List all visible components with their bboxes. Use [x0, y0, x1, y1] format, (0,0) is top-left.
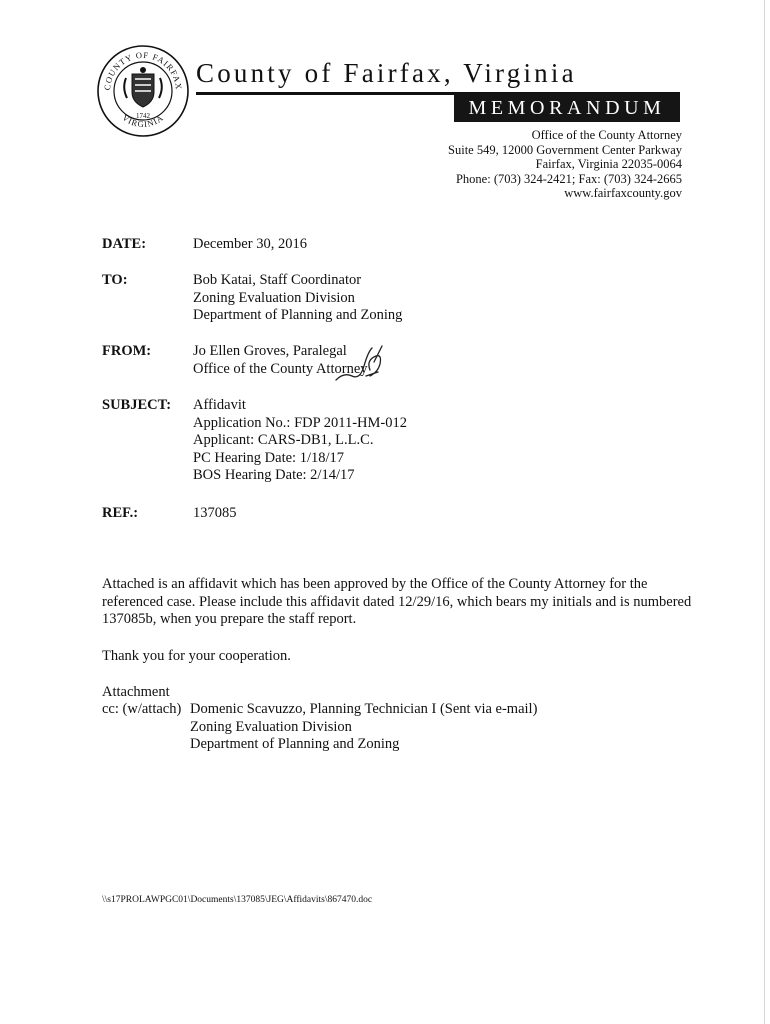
cc-line: Zoning Evaluation Division — [190, 718, 352, 735]
from-line: Jo Ellen Groves, Paralegal — [193, 343, 347, 359]
office-address-block — [380, 128, 682, 201]
subject-label: SUBJECT: — [102, 397, 172, 413]
date-value — [193, 236, 307, 254]
attachment-label: Attachment — [102, 684, 170, 700]
to-value — [193, 272, 402, 325]
seal-year: 1742 — [136, 112, 150, 120]
subject-line: PC Hearing Date: 1/18/17 — [193, 449, 345, 466]
subject-value — [193, 397, 407, 485]
initials-signature-icon — [330, 342, 386, 386]
ref-line: 137085 — [193, 505, 237, 521]
memorandum-banner: MEMORANDUM — [454, 94, 680, 122]
to-line: Bob Katai, Staff Coordinator — [193, 272, 362, 288]
to-line: Zoning Evaluation Division — [193, 289, 355, 306]
document-file-path: \\s17PROLAWPGC01\Documents\137085\JEG\Affidavits\867470.doc — [102, 895, 373, 905]
subject-line: Affidavit — [193, 397, 246, 413]
thank-you-paragraph: Thank you for your cooperation. — [102, 648, 291, 664]
to-line: Department of Planning and Zoning — [193, 307, 403, 323]
cc-line: Department of Planning and Zoning — [190, 736, 400, 752]
office-line: Fairfax, Virginia 22035-0064 — [535, 157, 682, 171]
cc-line: Domenic Scavuzzo, Planning Technician I (Sent via e-mail) — [190, 701, 538, 717]
cc-label: cc: (w/attach) — [102, 701, 182, 717]
to-label: TO: — [102, 272, 128, 288]
office-line: Phone: (703) 324-2421; Fax: (703) 324-2665 — [455, 171, 682, 186]
seal-bottom-text: VIRGINIA — [120, 112, 166, 130]
seal-top-text: COUNTY OF FAIRFAX — [101, 49, 185, 91]
county-title: County of Fairfax, Virginia — [196, 58, 577, 88]
body-paragraph: Attached is an affidavit which has been approved by the Office of the County Attorney for the referenced case. Please include this affidavit dated 12/29/16, which bears my initials and is numbered 137085b, when you prepare the staff report. — [102, 576, 692, 627]
ref-value — [193, 505, 237, 523]
date-line: December 30, 2016 — [193, 236, 307, 252]
scan-edge-line — [764, 0, 765, 1024]
from-line: Office of the County Attorney — [193, 360, 368, 377]
subject-line: Application No.: FDP 2011-HM-012 — [193, 414, 408, 431]
county-seal-icon — [96, 44, 190, 138]
office-website: www.fairfaxcounty.gov — [564, 186, 682, 200]
office-line: Office of the County Attorney — [531, 128, 682, 142]
from-label: FROM: — [102, 343, 152, 359]
subject-line: Applicant: CARS-DB1, L.L.C. — [193, 432, 374, 448]
date-label: DATE: — [102, 236, 147, 252]
cc-recipients — [190, 701, 537, 754]
ref-label: REF.: — [102, 505, 139, 521]
subject-line: BOS Hearing Date: 2/14/17 — [193, 467, 355, 483]
office-line: Suite 549, 12000 Government Center Parkway — [448, 142, 682, 157]
